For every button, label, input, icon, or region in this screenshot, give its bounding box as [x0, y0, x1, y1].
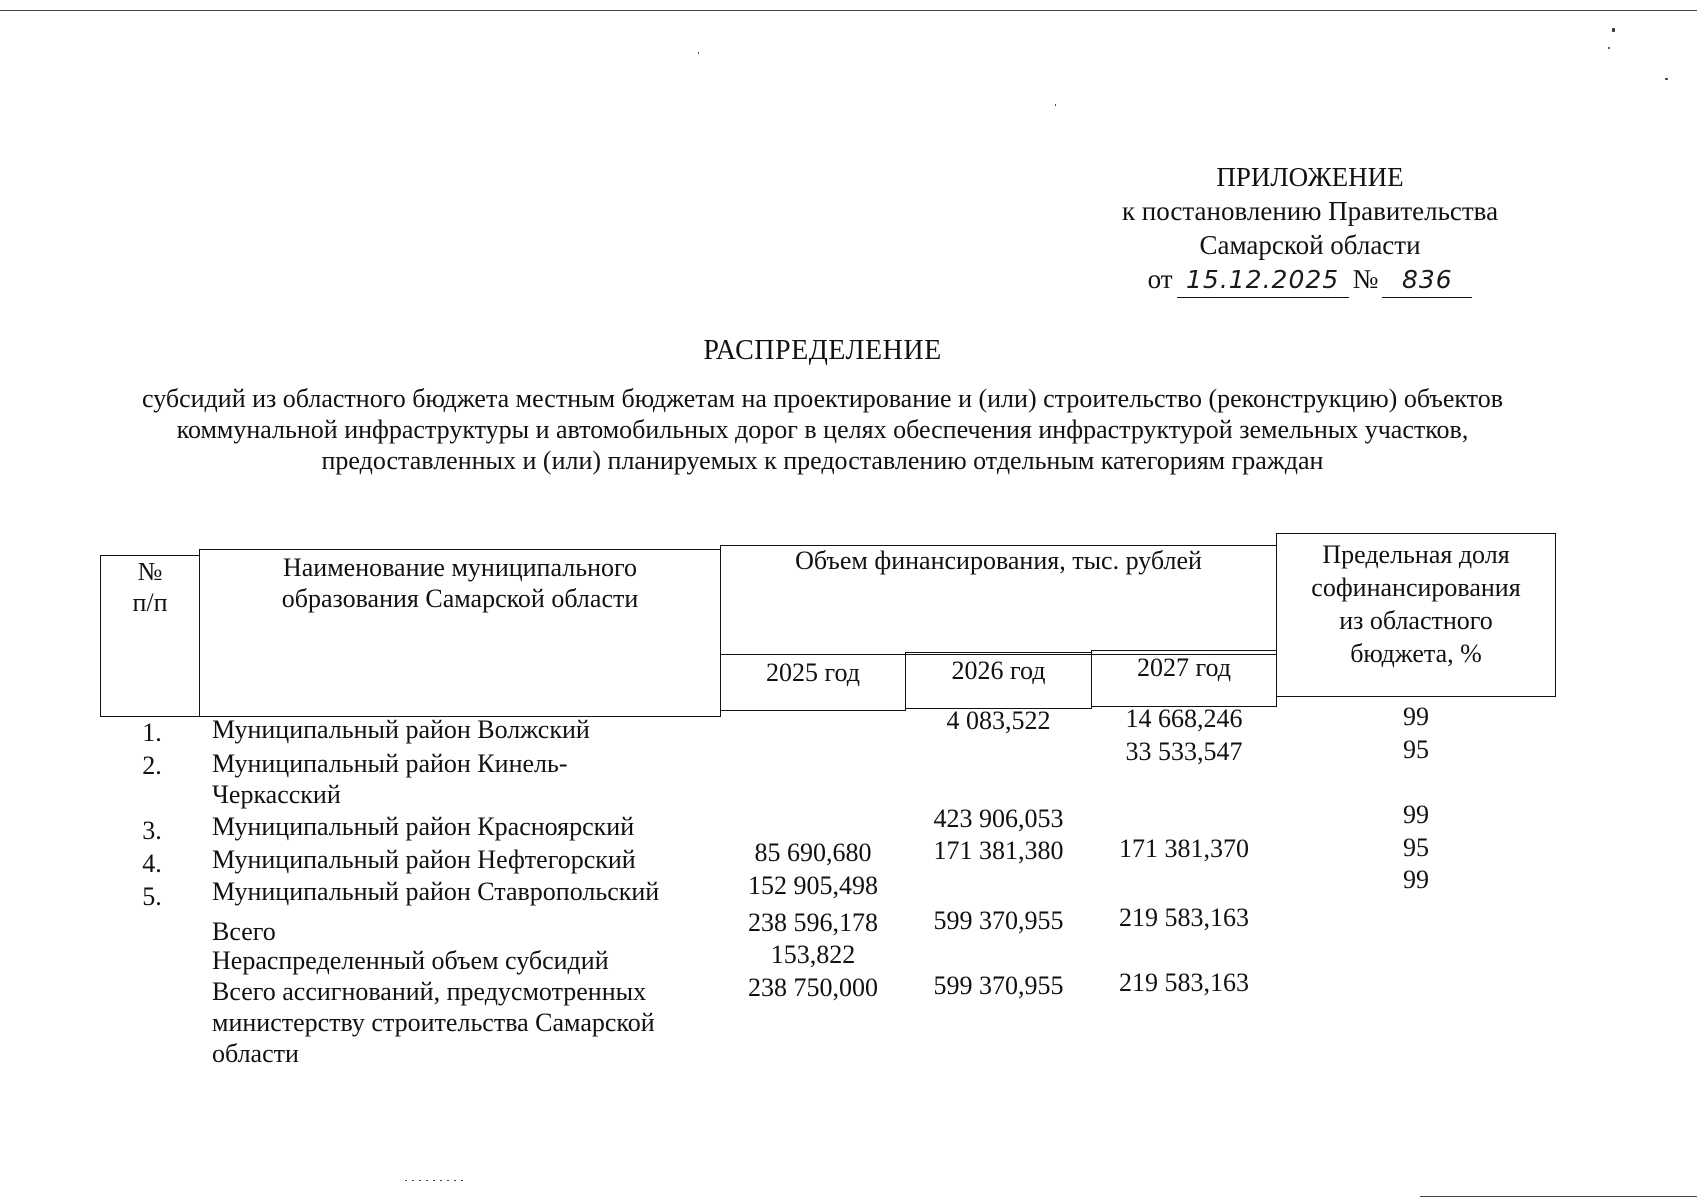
- appendix-region: Самарской области: [1199, 230, 1421, 260]
- grand-total-label: [212, 976, 722, 1069]
- appendix-reference: к постановлению Правительства: [1121, 196, 1499, 226]
- row-share: 95: [1403, 735, 1429, 764]
- header-number-label: [100, 556, 200, 618]
- header-share-line2: софинансирования: [1311, 573, 1521, 602]
- row-municipality-line1: Муниципальный район Кинель-: [212, 749, 568, 778]
- header-year-2027: 2027 год: [1137, 653, 1231, 682]
- header-share-line3: из областного: [1339, 606, 1493, 635]
- header-number-line1: №: [137, 557, 163, 586]
- row-municipality-line1: Муниципальный район Нефтегорский: [212, 845, 636, 874]
- scan-speck: [1665, 78, 1668, 80]
- appendix-heading: ПРИЛОЖЕНИЕ: [1216, 162, 1404, 192]
- header-name-line1: Наименование муниципального: [282, 553, 638, 582]
- unallocated-2025: 153,822: [770, 940, 856, 969]
- grand-total-2025: 238 750,000: [748, 973, 878, 1002]
- scan-speck: [1612, 28, 1615, 32]
- unallocated-label: Нераспределенный объем субсидий: [212, 946, 609, 975]
- scan-speck: [1055, 104, 1056, 106]
- row-number: 2.: [142, 751, 162, 780]
- row-share: 99: [1403, 702, 1429, 731]
- grand-total-2027: 219 583,163: [1119, 968, 1249, 997]
- grand-total-label-line1: Всего ассигнований, предусмотренных: [212, 977, 647, 1006]
- document-subtitle: субсидий из областного бюджета местным бюджетам на проектирование и (или) строительство (реконструкцию) объектов коммунальной инфраструктуры и автомобильных дорог в целях обеспечения инфраструктурой земельных участков, предоставленных и (или) планируемых к предоставлению отдельным категориям граждан: [142, 384, 1503, 475]
- appendix-block: [1080, 160, 1540, 298]
- header-name-line2: образования Самарской области: [281, 584, 639, 613]
- header-share-label: [1276, 538, 1556, 670]
- row-value-2027: 14 668,246: [1125, 704, 1243, 733]
- scan-speck: [698, 52, 699, 54]
- row-value-2026: 423 906,053: [933, 804, 1064, 833]
- row-share: 95: [1403, 833, 1429, 862]
- row-share: 99: [1403, 800, 1429, 829]
- total-2027: 219 583,163: [1119, 903, 1249, 932]
- header-year-2026: 2026 год: [951, 656, 1046, 685]
- row-value-2027: 33 533,547: [1125, 737, 1243, 766]
- scan-edge-bottom: [1420, 1196, 1697, 1197]
- row-municipality: [212, 844, 722, 875]
- scan-edge-top: [0, 10, 1697, 11]
- handwritten-date: 15.12.2025: [1177, 263, 1349, 298]
- header-share-line4: бюджета, %: [1350, 639, 1482, 668]
- row-municipality: [212, 876, 722, 907]
- row-number: 1.: [142, 718, 162, 747]
- row-value-2026: 171 381,380: [933, 836, 1064, 865]
- handwritten-number: 836: [1382, 263, 1472, 298]
- row-municipality: [212, 811, 722, 842]
- grand-total-2026: 599 370,955: [933, 971, 1064, 1000]
- row-municipality-line2: Черкасский: [212, 780, 341, 809]
- header-funding-label: Объем финансирования, тыс. рублей: [795, 546, 1202, 575]
- row-value-2026: 4 083,522: [946, 706, 1051, 735]
- grand-total-label-line3: области: [212, 1039, 299, 1068]
- row-value-2025: 152 905,498: [748, 871, 878, 900]
- row-municipality: [212, 714, 722, 745]
- scan-speck: [1608, 47, 1610, 49]
- header-name-label: [200, 552, 720, 614]
- row-number: 5.: [142, 882, 162, 911]
- date-prefix: от: [1147, 264, 1173, 294]
- document-title: РАСПРЕДЕЛЕНИЕ: [703, 335, 942, 366]
- total-2026: 599 370,955: [933, 906, 1064, 935]
- row-municipality-line1: Муниципальный район Красноярский: [212, 812, 635, 841]
- total-2025: 238 596,178: [748, 908, 878, 937]
- scan-speck: [405, 1180, 465, 1181]
- row-municipality-line1: Муниципальный район Волжский: [212, 715, 590, 744]
- row-share: 99: [1403, 865, 1429, 894]
- row-municipality-line1: Муниципальный район Ставропольский: [212, 877, 660, 906]
- row-number: 3.: [142, 816, 162, 845]
- row-municipality: [212, 748, 722, 810]
- appendix-date-line: [1080, 262, 1540, 298]
- row-value-2025: 85 690,680: [754, 838, 872, 867]
- row-value-2027: 171 381,370: [1119, 834, 1249, 863]
- total-label: Всего: [212, 917, 276, 946]
- number-sign: №: [1352, 264, 1379, 294]
- header-number-line2: п/п: [132, 588, 168, 617]
- header-share-line1: Предельная доля: [1322, 540, 1510, 569]
- grand-total-label-line2: министерству строительства Самарской: [212, 1008, 655, 1037]
- header-year-2025: 2025 год: [766, 658, 860, 687]
- row-number: 4.: [142, 849, 162, 878]
